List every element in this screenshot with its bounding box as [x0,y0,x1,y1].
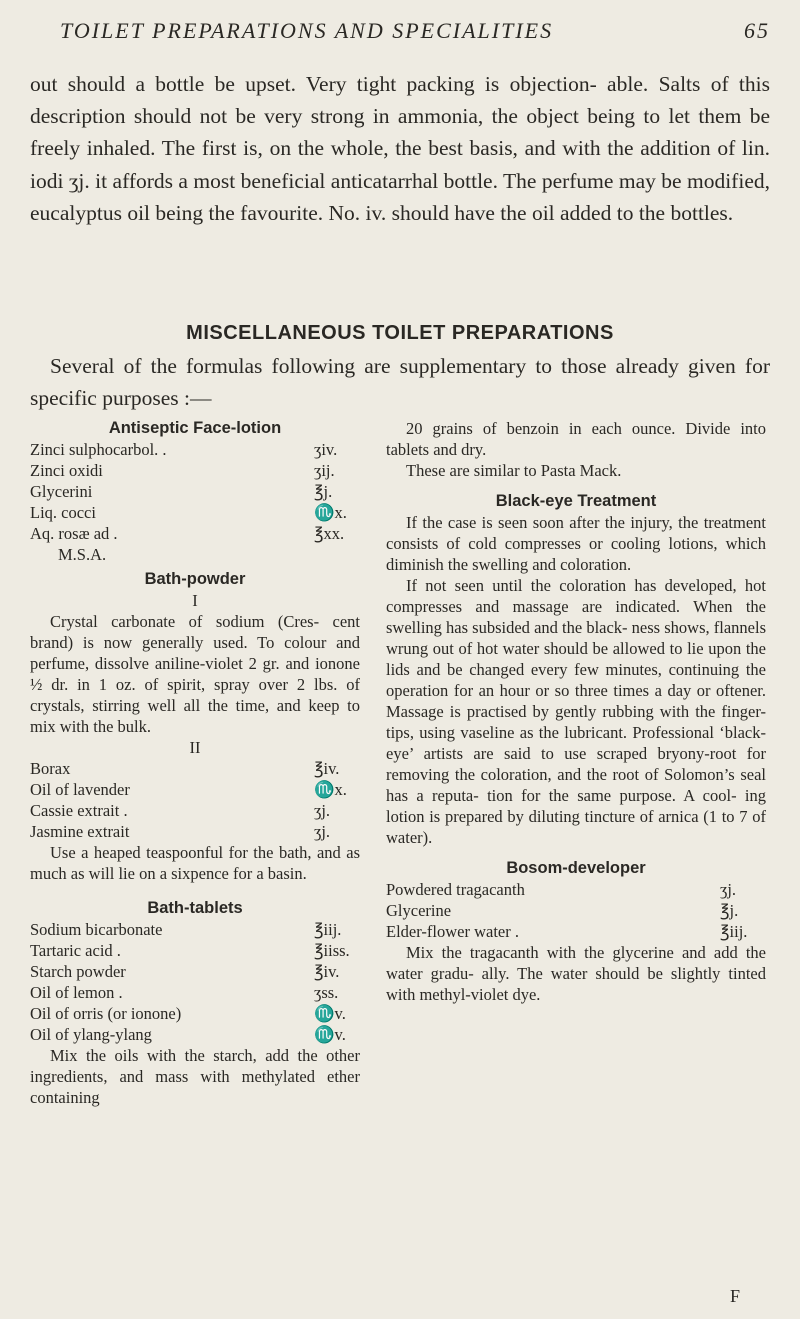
list-item [30,800,360,821]
list-item [30,481,360,502]
list-item [386,921,766,942]
list-item [386,879,766,900]
numeral-ii: II [189,738,201,757]
msa-note: M.S.A. [58,545,107,564]
section-title: MISCELLANEOUS TOILET PREPARATIONS [186,322,614,344]
antiseptic-list [30,439,360,565]
bath-tablets-para: Mix the oils with the starch, add the other ingredients, and mass with methylated ether containing [30,1046,360,1107]
bath-tablets-list [30,919,360,1045]
item-qty: ♏x. [314,503,347,522]
item-name: Tartaric acid . [30,941,121,960]
list-item [30,940,360,961]
item-qty: ℥iij. [720,922,748,941]
list-item [30,919,360,940]
item-name: Oil of lavender [30,780,130,799]
left-column [30,418,360,1108]
signature-mark: F [729,1286,740,1306]
item-qty: ʒj. [720,880,737,899]
bosom-developer-list [386,879,766,942]
item-qty: ℥iv. [314,759,340,778]
bath-tablets-title: Bath-tablets [147,899,243,917]
item-name: Oil of orris (or ionone) [30,1004,182,1023]
item-qty: ℥iiss. [314,941,350,960]
bath-powder-para-i: Crystal carbonate of sodium (Cres- cent brand) is now generally used. To colour and perfume, dissolve aniline-violet 2 gr. and ionone ½ dr. in 1 oz. of spirit, spray over 2 lbs. of crystals, stirring well all the time, and keep to mix with the bulk. [30,612,360,736]
black-eye-para-1: If the case is seen soon after the injury, the treatment consists of cold compresses or cooling lotions, which diminish the swelling and coloration. [386,513,766,574]
bosom-developer-title: Bosom-developer [506,859,646,877]
item-qty: ♏x. [314,780,347,799]
section-lead: Several of the formulas following are supplementary to those already given for specific purposes :— [30,354,770,410]
list-item [30,439,360,460]
item-name: Glycerini [30,482,93,501]
bosom-developer-para: Mix the tragacanth with the glycerine and add the water gradu- ally. The water should be slightly tinted with methyl-violet dye. [386,943,766,1004]
item-name: Aq. rosæ ad . [30,524,118,543]
list-item [30,779,360,800]
list-item [30,523,360,544]
list-item [30,758,360,779]
intro-paragraph: out should a bottle be upset. Very tight packing is objection- able. Salts of this description should not be very strong in ammonia, the object being to let them be freely inhaled. The first is, on the whole, the best basis, and with the addition of lin. iodi ʒj. it affords a most beneficial anticatarrhal bottle. The perfume may be modified, eucalyptus oil being the favourite. No. iv. should have the oil added to the bottles. [30,72,770,225]
right-column [386,418,766,1005]
bath-powder-title: Bath-powder [144,570,246,588]
list-item [30,821,360,842]
black-eye-para-2: If not seen until the coloration has developed, hot compresses and massage are indicated. When the swelling has subsided and the black- ness shows, flannels wrung out of hot water should be allowed to lie upon the lids and be changed every few minutes, continuing the operation for an hour or so three times a day or oftener. Massage is practised by gently rubbing with the finger- tips, using vaseline as the lubricant. Professional ‘black-eye’ artists are said to use scraped bryony-root for removing the coloration, and the root of Solomon’s seal has a reputa- tion for the same purpose. A cool- ing lotion is prepared by diluting tincture of arnica (1 to 7 of water). [386,576,766,847]
item-name: Borax [30,759,71,778]
bath-powder-para-ii: Use a heaped teaspoonful for the bath, and as much as will lie on a sixpence for a basin. [30,843,360,883]
item-name: Elder-flower water . [386,922,519,941]
item-qty: ʒj. [314,801,331,820]
tablets-continuation: 20 grains of benzoin in each ounce. Divide into tablets and dry. [386,419,766,459]
running-title: TOILET PREPARATIONS AND SPECIALITIES [60,18,554,43]
item-qty: ℥xx. [314,524,345,543]
item-qty: ʒij. [314,461,335,480]
item-name: Starch powder [30,962,126,981]
item-name: Jasmine extrait [30,822,130,841]
item-name: Liq. cocci [30,503,96,522]
list-item [30,1024,360,1045]
item-qty: ℥j. [720,901,739,920]
running-header [60,18,770,44]
item-name: Zinci sulphocarbol. . [30,440,167,459]
item-name: Powdered tragacanth [386,880,525,899]
item-qty: ℥iv. [314,962,340,981]
item-qty: ♏v. [314,1004,346,1023]
list-item [30,502,360,523]
item-qty: ℥j. [314,482,333,501]
page-number: 65 [744,18,770,43]
numeral-i: I [192,591,198,610]
item-name: Glycerine [386,901,452,920]
item-qty: ℥iij. [314,920,342,939]
list-item [30,982,360,1003]
tablets-note: These are similar to Pasta Mack. [406,461,622,480]
item-qty: ʒj. [314,822,331,841]
black-eye-title: Black-eye Treatment [495,492,657,510]
item-qty: ʒiv. [314,440,338,459]
bath-powder-list [30,758,360,842]
list-item [386,900,766,921]
list-item [30,1003,360,1024]
item-name: Sodium bicarbonate [30,920,163,939]
item-qty: ♏v. [314,1025,346,1044]
item-name: Cassie extrait . [30,801,128,820]
item-name: Oil of ylang-ylang [30,1025,152,1044]
item-name: Oil of lemon . [30,983,123,1002]
item-name: Zinci oxidi [30,461,103,480]
antiseptic-title: Antiseptic Face-lotion [108,419,282,437]
item-qty: ʒss. [314,983,339,1002]
list-item [30,961,360,982]
list-item [30,460,360,481]
